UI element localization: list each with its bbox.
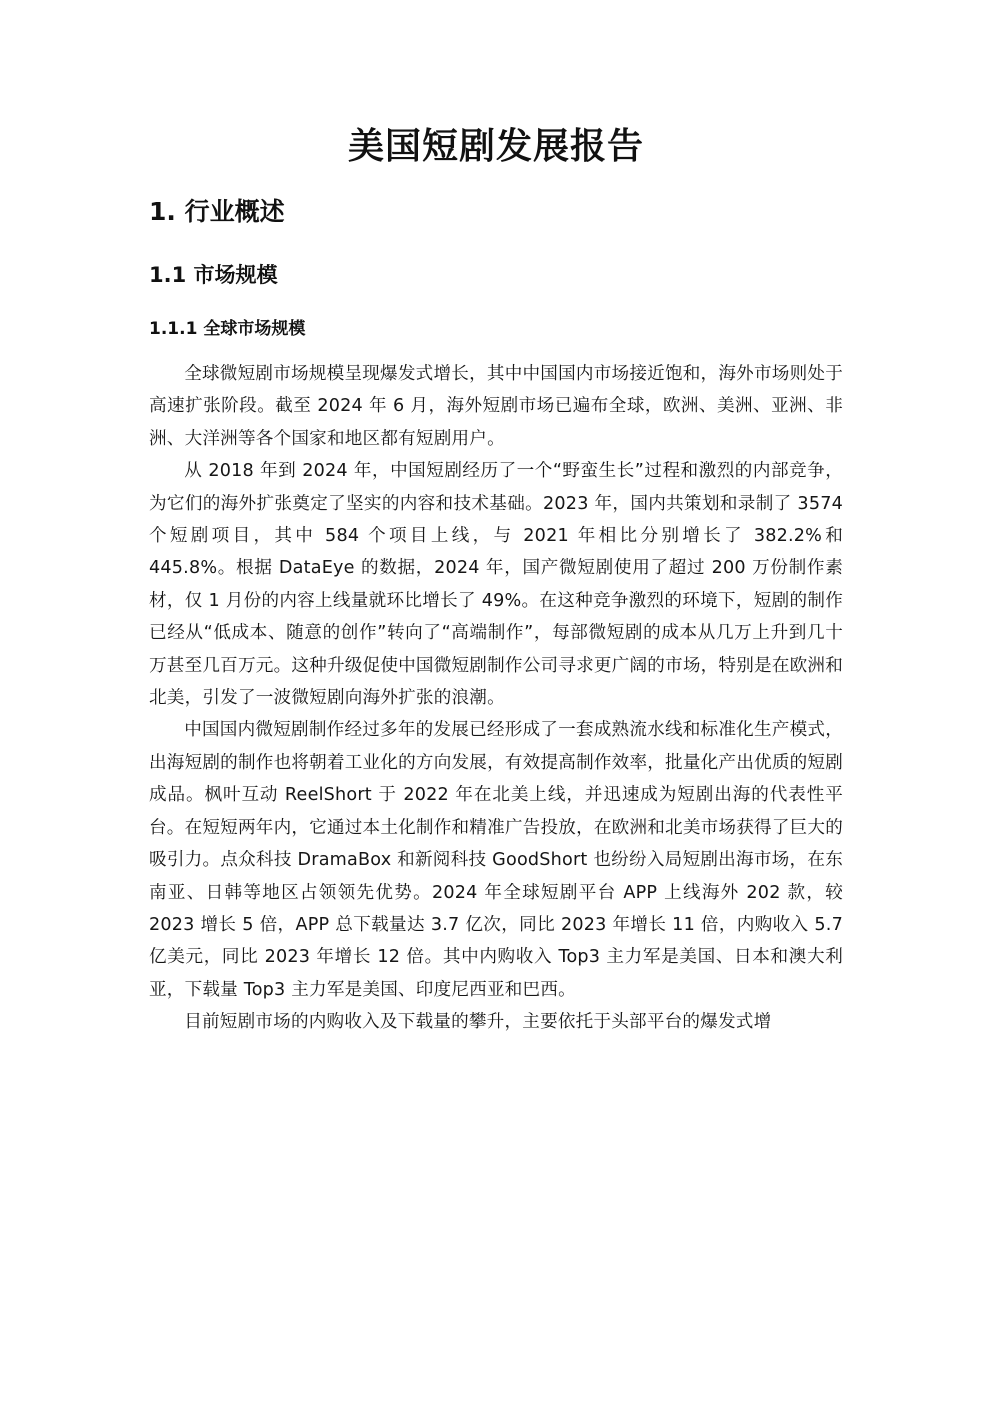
section-heading-1-1: 1.1 市场规模	[149, 263, 278, 287]
paragraph-1: 全球微短剧市场规模呈现爆发式增长，其中中国国内市场接近饱和，海外市场则处于高速扩张阶段。截至 2024 年 6 月，海外短剧市场已遍布全球，欧洲、美洲、亚洲、非洲、大洋洲等各个国家和地区都有短剧用户。	[149, 364, 843, 449]
section-heading-1-1-1: 1.1.1 全球市场规模	[149, 319, 306, 339]
paragraph-2: 从 2018 年到 2024 年，中国短剧经历了一个“野蛮生长”过程和激烈的内部竞争，为它们的海外扩张奠定了坚实的内容和技术基础。2023 年，国内共策划和录制了 3574 个短剧项目，其中 584 个项目上线，与 2021 年相比分别增长了 382.2%和 445.8%。根据 DataEye 的数据，2024 年，国产微短剧使用了超过 200 万份制作素材，仅 1 月份的内容上线量就环比增长了 49%。在这种竞争激烈的环境下，短剧的制作已经从“低成本、随意的创作”转向了“高端制作”，每部微短剧的成本从几万上升到几十万甚至几百万元。这种升级促使中国微短剧制作公司寻求更广阔的市场，特别是在欧洲和北美，引发了一波微短剧向海外扩张的浪潮。	[149, 461, 843, 709]
section-heading-1: 1. 行业概述	[149, 197, 285, 226]
body-text	[149, 358, 843, 1039]
paragraph-4: 目前短剧市场的内购收入及下载量的攀升，主要依托于头部平台的爆发式增	[184, 1012, 772, 1033]
paragraph-3: 中国国内微短剧制作经过多年的发展已经形成了一套成熟流水线和标准化生产模式，出海短剧的制作也将朝着工业化的方向发展，有效提高制作效率，批量化产出优质的短剧成品。枫叶互动 ReelShort 于 2022 年在北美上线，并迅速成为短剧出海的代表性平台。在短短两年内，它通过本土化制作和精准广告投放，在欧洲和北美市场获得了巨大的吸引力。点众科技 DramaBox 和新阅科技 GoodShort 也纷纷入局短剧出海市场，在东南亚、日韩等地区占领领先优势。2024 年全球短剧平台 APP 上线海外 202 款，较 2023 增长 5 倍，APP 总下载量达 3.7 亿次，同比 2023 年增长 11 倍，内购收入 5.7 亿美元，同比 2023 年增长 12 倍。其中内购收入 Top3 主力军是美国、日本和澳大利亚，下载量 Top3 主力军是美国、印度尼西亚和巴西。	[149, 720, 843, 1000]
document-title: 美国短剧发展报告	[347, 126, 644, 167]
